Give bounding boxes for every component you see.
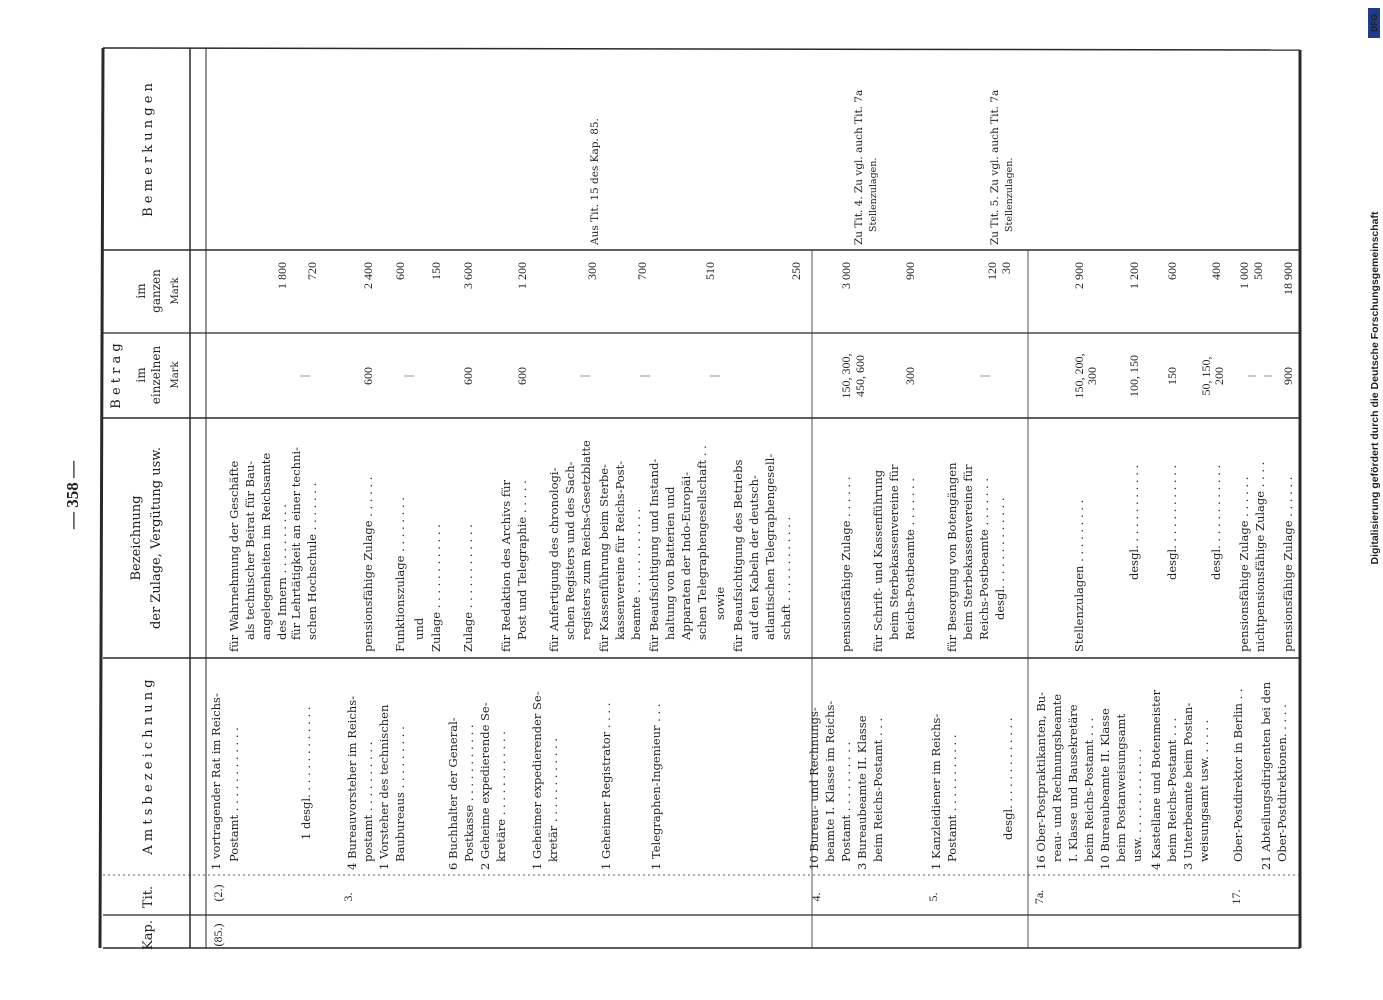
amt-line: beamte I. Klasse im Reichs-	[823, 700, 837, 862]
ganzen-value: 1 000	[1237, 262, 1251, 289]
ganzen-value: 3 600	[461, 262, 475, 289]
amt-line: 1 Telegraphen-Ingenieur . . .	[649, 703, 663, 870]
bez-line: schen Telegraphengesellschaft . .	[695, 445, 709, 640]
ganzen-value: 120	[985, 262, 999, 280]
einzelnen-value: 50, 150,	[1199, 356, 1213, 396]
header-ganzen-2: ganzen	[149, 269, 163, 313]
kap-value: (85.)	[211, 923, 225, 947]
digitization-credit: Digitalisierung gefördert durch die Deutsche Forschungsgemeinschaft	[1369, 211, 1381, 565]
amt-line: 10 Bureau- und Rechnungs-	[807, 707, 821, 870]
amt-line: beim Reichs-Postamt . . .	[871, 717, 885, 862]
einzelnen-value: 150, 300,	[839, 353, 853, 399]
bez-line: nichtpensionsfähige Zulage . . . .	[1253, 461, 1267, 652]
amt-line: 1 desgl. . . . . . . . . . . . .	[299, 706, 313, 840]
page-number: — 358 —	[63, 461, 82, 529]
bez-line: für Wahrnehmung der Geschäfte	[227, 460, 241, 652]
amt-line: 16 Ober-Postpraktikanten, Bu-	[1034, 691, 1048, 870]
kap-value: 3.	[341, 892, 355, 902]
bez-line: atlantischen Telegraphengesell-	[763, 453, 777, 640]
einzelnen-value: 300	[903, 367, 917, 385]
einzelnen-value: 600	[361, 367, 375, 385]
bez-line: registers zum Reichs-Gesetzblatte	[579, 440, 593, 640]
bez-line: Stellenzulagen . . . . . . . . .	[1072, 499, 1086, 652]
amt-line: Postamt . . . . . . . . . . .	[945, 734, 959, 862]
header-betrag: B e t r a g	[109, 343, 124, 409]
einzelnen-value: 150	[1165, 367, 1179, 385]
einzelnen-column	[300, 354, 1295, 399]
ganzen-value: 600	[1165, 262, 1179, 280]
amt-line: Ober-Postdirektionen. . . . .	[1275, 704, 1289, 862]
header-einzelnen-2: einzelnen	[149, 345, 163, 405]
amt-line: reau- und Rechnungsbeamte	[1050, 693, 1064, 862]
amt-line: 4 Kastellane und Botenmeister	[1149, 689, 1163, 870]
header-bezeichnung-1: Bezeichnung	[129, 495, 144, 581]
header-bezeichnung-2: der Zulage, Vergütung usw.	[149, 447, 164, 629]
einzelnen-value: 450, 600	[853, 355, 867, 397]
ganzen-value: 18 900	[1281, 262, 1295, 295]
bez-line: pensionsfähige Zulage . . . . . .	[1237, 476, 1251, 652]
bez-line: für Beaufsichtigung des Betriebs	[731, 459, 745, 652]
einzelnen-value: 100, 150	[1127, 355, 1141, 397]
bez-line: als technischer Beirat für Bau-	[243, 460, 257, 640]
ganzen-column	[275, 262, 1295, 295]
bem-note: Zu Tit. 5. Zu vgl. auch Tit. 7a	[989, 89, 1001, 245]
einzelnen-value: 200	[1212, 367, 1226, 385]
amt-line: 1 Geheimer expedierender Se-	[530, 691, 544, 870]
bez-line: desgl. . . . . . . . . . . .	[1127, 464, 1141, 580]
einzelnen-value: 300	[1085, 367, 1099, 385]
amt-line: 2 Geheime expedierende Se-	[478, 702, 492, 870]
amt-line: 1 Kanzleidiener im Reichs-	[929, 713, 943, 870]
header-ganzen-1: im	[134, 283, 148, 299]
amt-line: 6 Buchhalter der General-	[446, 717, 460, 870]
bez-line: Zulage . . . . . . . . . . . .	[461, 524, 475, 652]
header-einzelnen-1: im	[134, 367, 148, 383]
bez-line: Zulage . . . . . . . . . . . .	[429, 524, 443, 652]
table-header	[109, 82, 181, 949]
header-tit: Tit.	[141, 885, 156, 909]
bez-line: und	[412, 617, 426, 640]
ganzen-value: 700	[635, 262, 649, 280]
bez-line: pensionsfähige Zulage . . . . . .	[839, 476, 853, 652]
kap-value: 4.	[809, 892, 823, 902]
amt-line: Postamt . . . . . . . . . .	[839, 741, 853, 862]
ganzen-value: 900	[903, 262, 917, 280]
bez-line: desgl. . . . . . . . . . . .	[1165, 464, 1179, 580]
ganzen-value: 1 200	[1127, 262, 1141, 289]
ganzen-value: 1 200	[515, 262, 529, 289]
bez-line: angelegenheiten im Reichsamte	[259, 452, 273, 640]
bez-line: sowie	[713, 586, 727, 620]
ganzen-value: 300	[585, 262, 599, 280]
bem-note: Zu Tit. 4. Zu vgl. auch Tit. 7a	[853, 89, 865, 245]
header-kap: Kap.	[141, 920, 156, 950]
amt-line: Ober-Postdirektor in Berlin . .	[1231, 688, 1245, 862]
amt-line: kretär . . . . . . . . . . . .	[546, 738, 560, 862]
amt-line: kretäre . . . . . . . . . . . .	[494, 731, 508, 862]
bez-line: für Beaufsichtigung und Instand-	[647, 458, 661, 652]
kap-value: 5.	[926, 892, 940, 902]
bez-line: schaft . . . . . . . . . . . .	[779, 516, 793, 640]
dfg-logo	[1368, 8, 1380, 38]
amt-line: 10 Bureaubeamte II. Klasse	[1098, 708, 1112, 870]
ganzen-value: 2 900	[1072, 262, 1086, 289]
amt-line: Postkasse . . . . . . . . . . .	[462, 724, 476, 862]
bem-note: Aus Tit. 15 des Kap. 85.	[589, 118, 601, 245]
bez-line: für Kassenführung beim Sterbe-	[597, 464, 611, 652]
einzelnen-value: 600	[461, 367, 475, 385]
header-amtsbezeichnung: A m t s b e z e i c h n u n g	[141, 679, 156, 855]
amt-line: 1 Vorsteher des technischen	[377, 704, 391, 870]
ganzen-value: 1 800	[275, 262, 289, 289]
bez-line: beim Sterbekassenvereine für	[887, 464, 901, 640]
bez-line: desgl. . . . . . . . . . . . .	[993, 497, 1007, 620]
ganzen-value: 720	[305, 262, 319, 280]
kap-value: 17.	[1229, 889, 1243, 905]
amt-line: usw. . . . . . . . . . . . .	[1130, 748, 1144, 862]
amt-line: 21 Abteilungsdirigenten bei den	[1259, 681, 1273, 870]
einzelnen-value: 600	[515, 367, 529, 385]
bez-line: für Schrift- und Kassenführung	[871, 469, 885, 652]
amt-line: beim Postanweisungsamt	[1114, 713, 1128, 862]
bez-line: Apparaten der Indo-Europäi-	[679, 471, 693, 640]
ganzen-value: 2 400	[361, 262, 375, 289]
ganzen-value: 400	[1209, 262, 1223, 280]
amt-line: beim Reichs-Postamt . . .	[1082, 717, 1096, 862]
bezeichnung-column	[227, 440, 1295, 652]
amt-line: 1 vortragender Rat im Reichs-	[209, 693, 223, 870]
amtsbezeichnung-column	[209, 681, 1289, 870]
bez-line: schen Hochschule . . . . . . .	[305, 482, 319, 640]
bez-line: pensionsfähige Zulage . . . . . .	[1281, 476, 1295, 652]
dfg-logo-text: DFG	[1369, 14, 1379, 32]
bez-line: haltung von Batterien und	[663, 486, 677, 640]
bez-line: beim Sterbekassenvereine für	[961, 464, 975, 640]
ganzen-value: 30	[999, 262, 1013, 274]
header-ganzen-3: Mark	[170, 277, 181, 305]
bez-line: schen Registers und des Sach-	[563, 461, 577, 640]
bez-line: pensionsfähige Zulage . . . . . .	[361, 476, 375, 652]
amt-line: 3 Unterbeamte beim Postan-	[1181, 702, 1195, 870]
amt-line: weisungsamt usw. . . . . .	[1197, 719, 1211, 862]
bez-line: desgl. . . . . . . . . . . .	[1209, 464, 1223, 580]
amt-line: postamt . . . . . . . . . .	[361, 741, 375, 862]
header-einzelnen-3: Mark	[170, 361, 181, 389]
kap-value: 7a.	[1032, 889, 1046, 905]
header-bemerkungen: B e m e r k u n g e n	[141, 83, 156, 217]
tit-value: (2.)	[211, 884, 225, 902]
bem-note: Stellenzulagen.	[1004, 157, 1015, 232]
amt-line: Baubureaus . . . . . . . . .	[393, 726, 407, 862]
amt-line: I. Klasse und Bausekretäre	[1066, 704, 1080, 862]
bez-line: für Anfertigung des chronologi-	[547, 467, 561, 652]
ganzen-value: 250	[789, 262, 803, 280]
bemerkungen-column	[589, 90, 1015, 246]
bez-line: beamte . . . . . . . . . . . .	[629, 508, 643, 640]
bem-note: Stellenzulagen.	[868, 157, 879, 232]
amt-line: desgl. . . . . . . . . . . . .	[1001, 717, 1015, 840]
amt-line: 3 Bureaubeamte II. Klasse	[855, 715, 869, 870]
amt-line: Postamt . . . . . . . . . . . .	[227, 727, 241, 862]
amt-line: 4 Bureauvorsteher im Reichs-	[345, 695, 359, 870]
amt-line: 1 Geheimer Registrator . . . .	[599, 702, 613, 870]
ganzen-value: 150	[429, 262, 443, 280]
bez-line: auf den Kabeln der deutsch-	[747, 475, 761, 640]
bez-line: Post und Telegraphie . . . . .	[515, 480, 529, 640]
bez-line: kassenvereine für Reichs-Post-	[613, 460, 627, 640]
einzelnen-value: 150, 200,	[1072, 353, 1086, 399]
bez-line: Reichs-Postbeamte . . . . . . .	[903, 477, 917, 640]
bez-line: für Redaktion des Archivs für	[499, 479, 513, 652]
ganzen-value: 600	[393, 262, 407, 280]
amt-line: beim Reichs-Postamt . . .	[1165, 717, 1179, 862]
bez-line: des Innern . . . . . . . . . .	[275, 504, 289, 640]
bez-line: Reichs-Postbeamte . . . . . . .	[977, 477, 991, 640]
einzelnen-value: 900	[1281, 367, 1295, 385]
ganzen-value: 3 000	[839, 262, 853, 289]
ganzen-value: 500	[1251, 262, 1265, 280]
bez-line: Funktionszulage . . . . . . . .	[393, 497, 407, 652]
ganzen-value: 510	[703, 262, 717, 280]
bez-line: für Lehrtätigkeit an einer techni-	[289, 446, 303, 640]
bez-line: für Besorgung von Botengängen	[945, 462, 959, 652]
